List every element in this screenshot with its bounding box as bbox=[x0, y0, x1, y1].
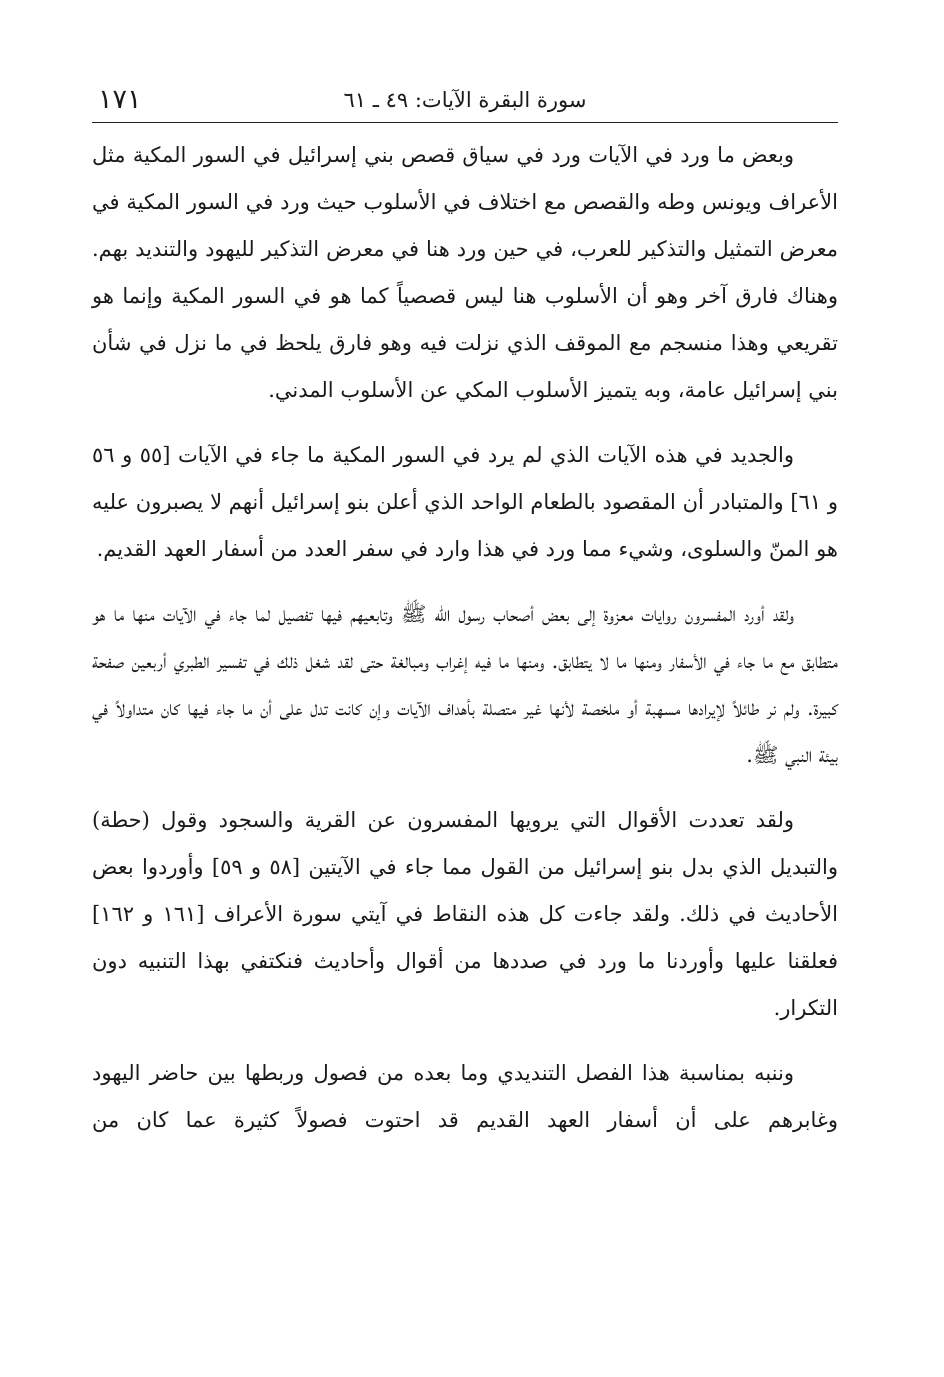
body-text bbox=[92, 132, 838, 1144]
page-number: ١٧١ bbox=[98, 84, 142, 115]
running-header-title: سورة البقرة الآيات: ٤٩ ـ ٦١ bbox=[343, 88, 587, 112]
paragraph-2: والجديد في هذه الآيات الذي لم يرد في السور المكية ما جاء في الآيات [٥٥ و ٥٦ و ٦١] والمتبادر أن المقصود بالطعام الواحد الذي أعلن بنو إسرائيل أنهم لا يصبرون عليه هو المنّ والسلوى، وشيء مما ورد في هذا وارد في سفر العدد من أسفار العهد القديم. bbox=[92, 443, 838, 561]
paragraph-5: وننبه بمناسبة هذا الفصل التنديدي وما بعده من فصول وربطها بين حاضر اليهود وغابرهم على أن أسفار العهد القديم قد احتوت فصولاً كثيرة عما كان من bbox=[92, 1061, 838, 1132]
paragraph-4: ولقد تعددت الأقوال التي يرويها المفسرون عن القرية والسجود وقول (حطة) والتبديل الذي بدل بنو إسرائيل من القول مما جاء في الآيتين [٥٨ و ٥٩] وأوردوا بعض الأحاديث في ذلك. ولقد جاءت كل هذه النقاط في آيتي سورة الأعراف [١٦١ و ١٦٢] فعلقنا عليها وأوردنا ما ورد في صددها من أقوال وأحاديث فنكتفي بهذا التنبيه دون التكرار. bbox=[92, 808, 838, 1020]
paragraph-3: ولقد أورد المفسرون روايات معزوة إلى بعض أصحاب رسول الله ﷺ وتابعيهم فيها تفصيل لما جاء في الآيات منها ما هو متطابق مع ما جاء في الأسفار ومنها ما لا يتطابق. ومنها ما فيه إغراب ومبالغة حتى لقد شغل ذلك في تفسير الطبري أربعين صفحة كبيرة. ولم نر طائلاً لإيرادها مسهبة أو ملخصة لأنها غير متصلة بأهداف الآيات وإن كانت تدل على أن ما جاء فيها كان متداولاً في بيئة النبي ﷺ. bbox=[92, 602, 838, 767]
paragraph-1: وبعض ما ورد في الآيات ورد في سياق قصص بني إسرائيل في السور المكية مثل الأعراف ويونس وطه والقصص مع اختلاف في الأسلوب حيث ورد في السور المكية في معرض التمثيل والتذكير للعرب، في حين ورد هنا في معرض التذكير لليهود والتنديد بهم. وهناك فارق آخر وهو أن الأسلوب هنا ليس قصصياً كما هو في السور المكية وإنما هو تقريعي وهذا منسجم مع الموقف الذي نزلت فيه وهو فارق يلحظ في ما نزل في شأن بني إسرائيل عامة، وبه يتميز الأسلوب المكي عن الأسلوب المدني. bbox=[92, 143, 838, 402]
running-header bbox=[92, 78, 838, 123]
